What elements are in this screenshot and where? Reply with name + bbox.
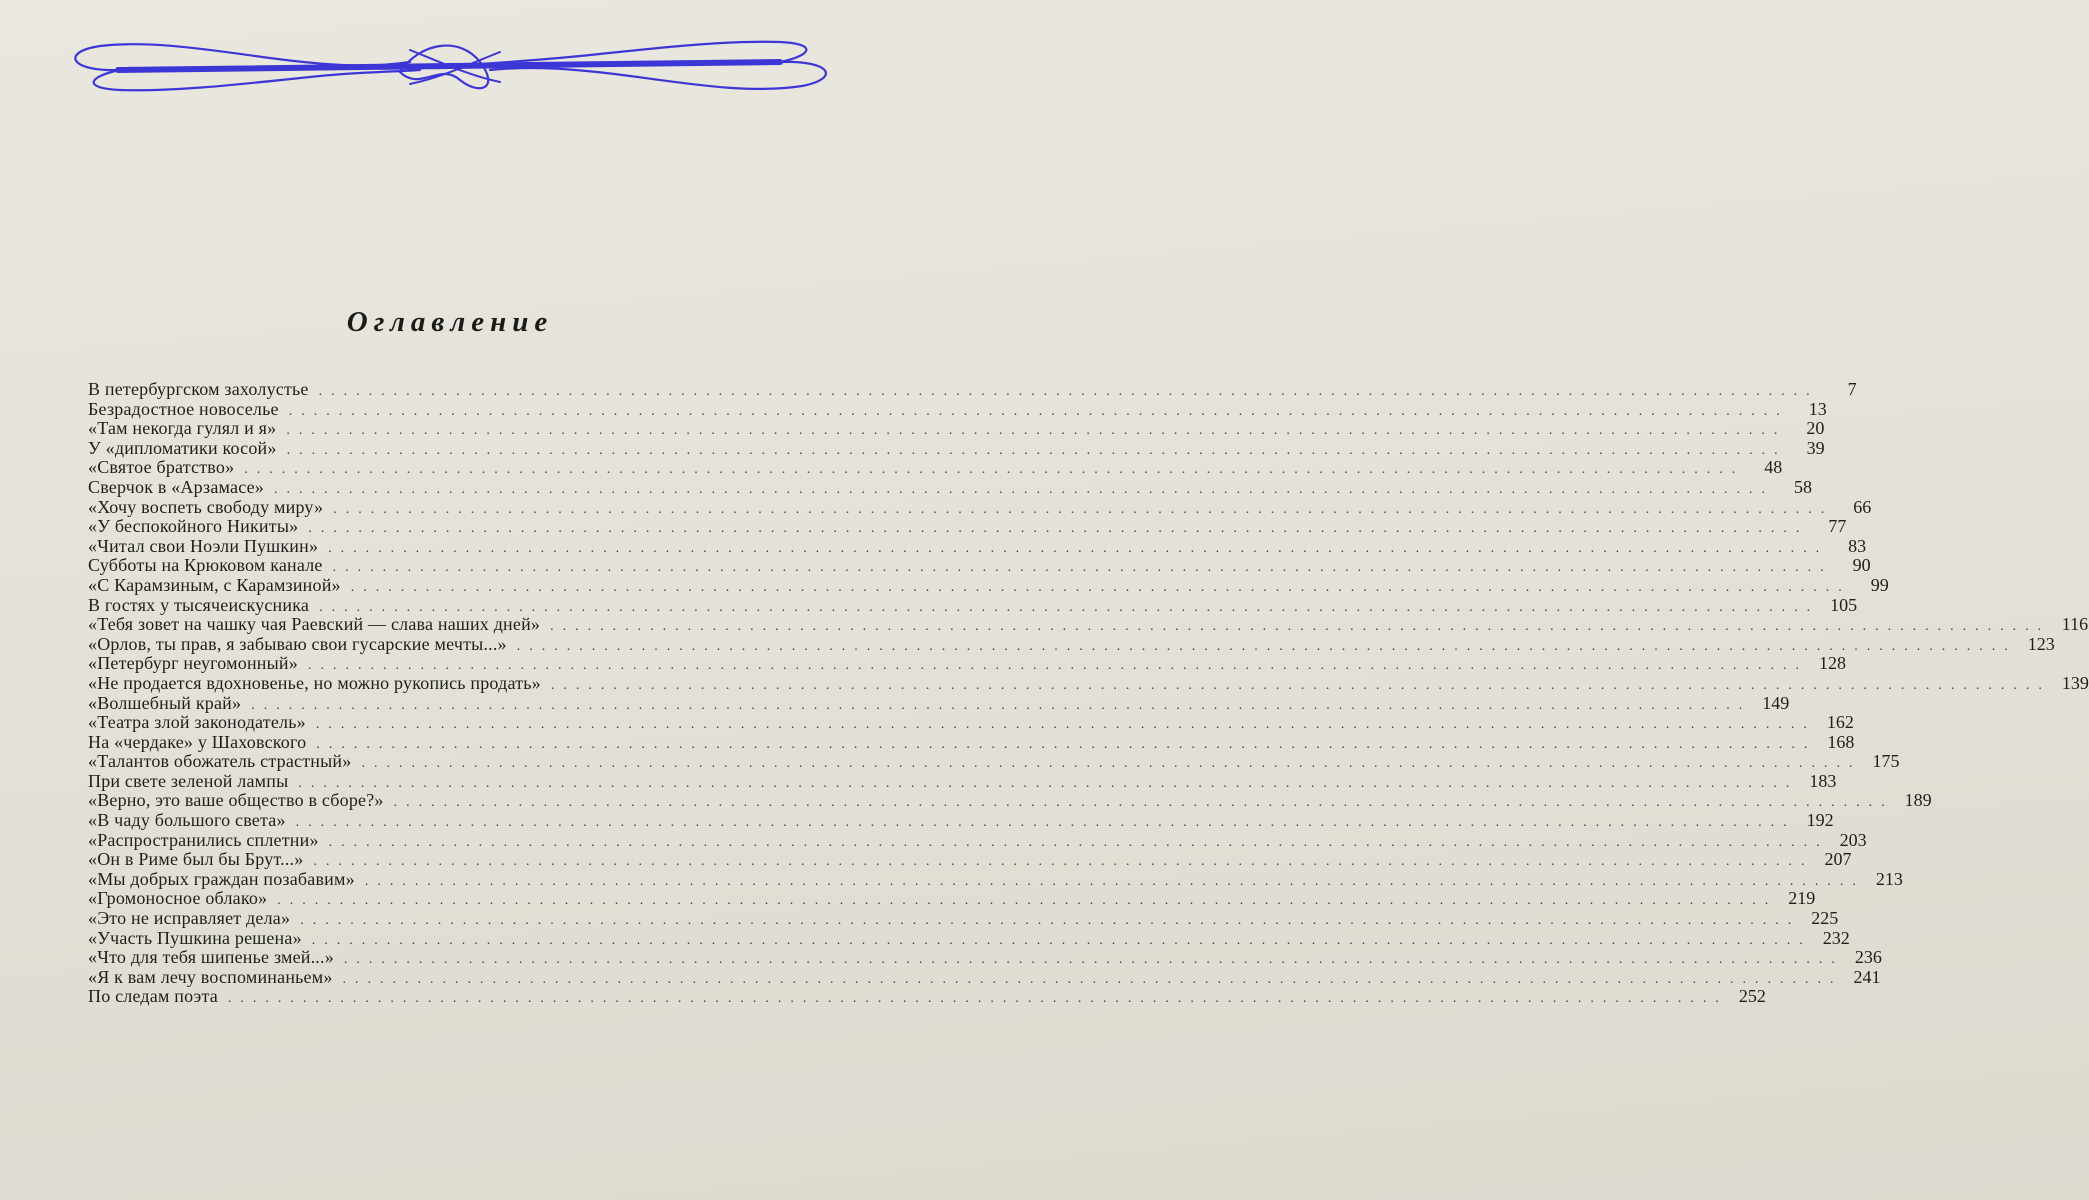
dot-leader: ........................................................................................................................ xyxy=(316,736,1817,752)
toc-entry xyxy=(88,712,1854,733)
toc-entry-title: «Волшебный край» xyxy=(88,692,242,713)
toc-entry-page-number: 77 xyxy=(1828,516,1847,537)
dot-leader: ........................................................................................................................ xyxy=(516,638,2017,654)
toc-entry-title: «Мы добрых граждан позабавим» xyxy=(88,868,355,889)
toc-entry-page-number: 128 xyxy=(1818,653,1846,674)
toc-entry-title: «Он в Риме был бы Брут...» xyxy=(88,849,304,870)
toc-entry-title: «Участь Пушкина решена» xyxy=(88,927,302,948)
dot-leader: ........................................................................................................................ xyxy=(300,913,1801,929)
toc-entry-title: «Читал свои Ноэли Пушкин» xyxy=(88,535,319,556)
dot-leader: ........................................................................................................................ xyxy=(286,423,1787,439)
toc-entry-page-number: 236 xyxy=(1854,947,1882,968)
toc-entry-page-number: 149 xyxy=(1762,692,1790,713)
toc-entry-page-number: 203 xyxy=(1839,829,1867,850)
dot-leader: ........................................................................................................................ xyxy=(298,775,1799,791)
toc-entry-title: «Театра злой законодатель» xyxy=(88,712,306,733)
toc-entry-page-number: 162 xyxy=(1826,712,1854,733)
dot-leader: ........................................................................................................................ xyxy=(393,795,1894,811)
toc-entry xyxy=(88,692,1790,714)
dot-leader: ........................................................................................................................ xyxy=(550,619,2051,635)
toc-entry xyxy=(88,947,1882,968)
toc-entry-page-number: 232 xyxy=(1822,927,1850,948)
toc-entry-title: «Я к вам лечу воспоминаньем» xyxy=(88,966,333,987)
toc-entry xyxy=(88,457,1783,478)
toc-entry xyxy=(88,810,1834,831)
dot-leader: ........................................................................................................................ xyxy=(286,442,1787,458)
dot-leader: ........................................................................................................................ xyxy=(343,952,1844,968)
toc-entry xyxy=(88,790,1932,811)
toc-entry-title: При свете зеленой лампы xyxy=(88,770,289,791)
toc-entry-page-number: 39 xyxy=(1806,437,1825,458)
toc-entry-page-number: 105 xyxy=(1830,594,1858,615)
toc-entry-page-number: 225 xyxy=(1811,908,1839,929)
toc-entry xyxy=(88,927,1850,949)
dot-leader: ........................................................................................................................ xyxy=(328,540,1829,556)
dot-leader: ........................................................................................................................ xyxy=(350,579,1851,595)
toc-entry xyxy=(88,555,1871,576)
dot-leader: ........................................................................................................................ xyxy=(328,834,1829,850)
toc-entry-page-number: 99 xyxy=(1870,574,1889,595)
decorative-flourish-icon xyxy=(60,32,840,102)
toc-entry-title: «Петербург неугомонный» xyxy=(88,653,298,674)
toc-entry xyxy=(88,496,1872,518)
toc-entry xyxy=(88,476,1813,498)
dot-leader: ........................................................................................................................ xyxy=(319,599,1820,615)
toc-entry-page-number: 168 xyxy=(1827,731,1855,752)
toc-entry xyxy=(88,398,1827,420)
toc-entry-page-number: 252 xyxy=(1738,986,1766,1007)
dot-leader: ........................................................................................................................ xyxy=(311,932,1812,948)
dot-leader: ........................................................................................................................ xyxy=(313,854,1814,870)
toc-entry-title: «Верно, это ваше общество в сборе?» xyxy=(88,790,384,811)
toc-entry-page-number: 207 xyxy=(1824,849,1852,870)
toc-entry-page-number: 48 xyxy=(1764,457,1783,478)
toc-entry-title: «Там некогда гулял и я» xyxy=(88,418,277,439)
toc-entry-page-number: 183 xyxy=(1809,770,1837,791)
toc-entry xyxy=(88,829,1867,851)
toc-entry-title: «С Карамзиным, с Карамзиной» xyxy=(88,574,341,595)
toc-entry-title: «Святое братство» xyxy=(88,457,235,478)
toc-entry xyxy=(88,418,1825,439)
toc-entry-page-number: 66 xyxy=(1853,496,1872,517)
dot-leader: ........................................................................................................................ xyxy=(227,991,1728,1007)
toc-entry-title: «Орлов, ты прав, я забываю свои гусарские мечты...» xyxy=(88,633,507,654)
dot-leader: ........................................................................................................................ xyxy=(318,384,1819,399)
table-of-contents xyxy=(88,379,2089,1007)
toc-entry xyxy=(88,751,1900,772)
toc-entry-title: Безрадостное новоселье xyxy=(88,398,279,419)
toc-entry xyxy=(88,868,1903,890)
toc-entry-page-number: 13 xyxy=(1808,398,1827,419)
dot-leader: ........................................................................................................................ xyxy=(315,717,1816,733)
toc-entry-page-number: 58 xyxy=(1794,476,1813,497)
toc-entry-page-number: 189 xyxy=(1904,790,1932,811)
dot-leader: ........................................................................................................................ xyxy=(364,873,1865,889)
toc-entry-title: «Не продается вдохновенье, но можно рукопись продать» xyxy=(88,672,541,693)
toc-entry-page-number: 175 xyxy=(1872,751,1900,772)
dot-leader: ........................................................................................................................ xyxy=(288,403,1789,419)
toc-entry xyxy=(88,574,1889,596)
toc-entry xyxy=(88,966,1881,988)
dot-leader: ........................................................................................................................ xyxy=(550,677,2051,693)
toc-entry-title: На «чердаке» у Шаховского xyxy=(88,731,307,752)
toc-entry-title: «Что для тебя шипенье змей...» xyxy=(88,947,334,968)
dot-leader: ........................................................................................................................ xyxy=(333,501,1834,517)
toc-entry xyxy=(88,379,1857,400)
toc-entry-title: «В чаду большого света» xyxy=(88,810,286,831)
toc-entry-title: Субботы на Крюковом канале xyxy=(88,555,323,576)
toc-entry xyxy=(88,849,1852,870)
dot-leader: ........................................................................................................................ xyxy=(244,462,1745,478)
toc-entry-page-number: 116 xyxy=(2061,614,2089,635)
dot-leader: ........................................................................................................................ xyxy=(332,560,1833,576)
toc-entry-title: «Распространились сплетни» xyxy=(88,829,319,850)
toc-entry xyxy=(88,770,1837,792)
toc-entry xyxy=(88,653,1846,674)
toc-entry-page-number: 219 xyxy=(1788,888,1816,909)
toc-entry xyxy=(88,908,1839,929)
toc-entry-title: У «дипломатики косой» xyxy=(88,437,277,458)
toc-entry-page-number: 90 xyxy=(1852,555,1871,576)
dot-leader: ........................................................................................................................ xyxy=(277,893,1778,909)
toc-entry xyxy=(88,437,1825,459)
toc-entry xyxy=(88,614,2089,635)
toc-entry xyxy=(88,594,1858,616)
toc-entry xyxy=(88,888,1816,909)
toc-entry-page-number: 83 xyxy=(1848,535,1867,556)
toc-entry-title: Сверчок в «Арзамасе» xyxy=(88,476,265,497)
toc-entry-title: «Хочу воспеть свободу миру» xyxy=(88,496,324,517)
toc-entry xyxy=(88,672,2089,694)
toc-entry-title: «У беспокойного Никиты» xyxy=(88,516,299,537)
dot-leader: ........................................................................................................................ xyxy=(274,481,1775,497)
toc-entry-page-number: 192 xyxy=(1806,810,1834,831)
toc-entry-page-number: 213 xyxy=(1875,868,1903,889)
toc-entry-title: «Это не исправляет дела» xyxy=(88,908,291,929)
toc-entry-page-number: 241 xyxy=(1853,966,1881,987)
toc-entry xyxy=(88,535,1867,557)
toc-entry xyxy=(88,986,1766,1007)
toc-entry-title: По следам поэта xyxy=(88,986,218,1007)
toc-entry-page-number: 123 xyxy=(2027,633,2055,654)
toc-entry xyxy=(88,731,1855,753)
toc-entry-title: «Тебя зовет на чашку чая Раевский — слава наших дней» xyxy=(88,614,541,635)
dot-leader: ........................................................................................................................ xyxy=(361,756,1862,772)
toc-entry-title: В петербургском захолустье xyxy=(88,379,309,399)
toc-entry-title: В гостях у тысячеискусника xyxy=(88,594,310,615)
dot-leader: ........................................................................................................................ xyxy=(251,697,1752,713)
toc-entry-page-number: 20 xyxy=(1806,418,1825,439)
toc-entry-page-number: 139 xyxy=(2061,672,2089,693)
toc-entry-title: «Громоносное облако» xyxy=(88,888,268,909)
toc-entry-title: «Талантов обожатель страстный» xyxy=(88,751,352,772)
toc-entry-page-number: 7 xyxy=(1847,379,1857,399)
dot-leader: ........................................................................................................................ xyxy=(295,815,1796,831)
dot-leader: ........................................................................................................................ xyxy=(342,971,1843,987)
toc-entry xyxy=(88,633,2055,655)
dot-leader: ........................................................................................................................ xyxy=(307,658,1808,674)
toc-entry xyxy=(88,516,1847,537)
dot-leader: ........................................................................................................................ xyxy=(308,521,1809,537)
page-title: Оглавление xyxy=(346,306,554,338)
